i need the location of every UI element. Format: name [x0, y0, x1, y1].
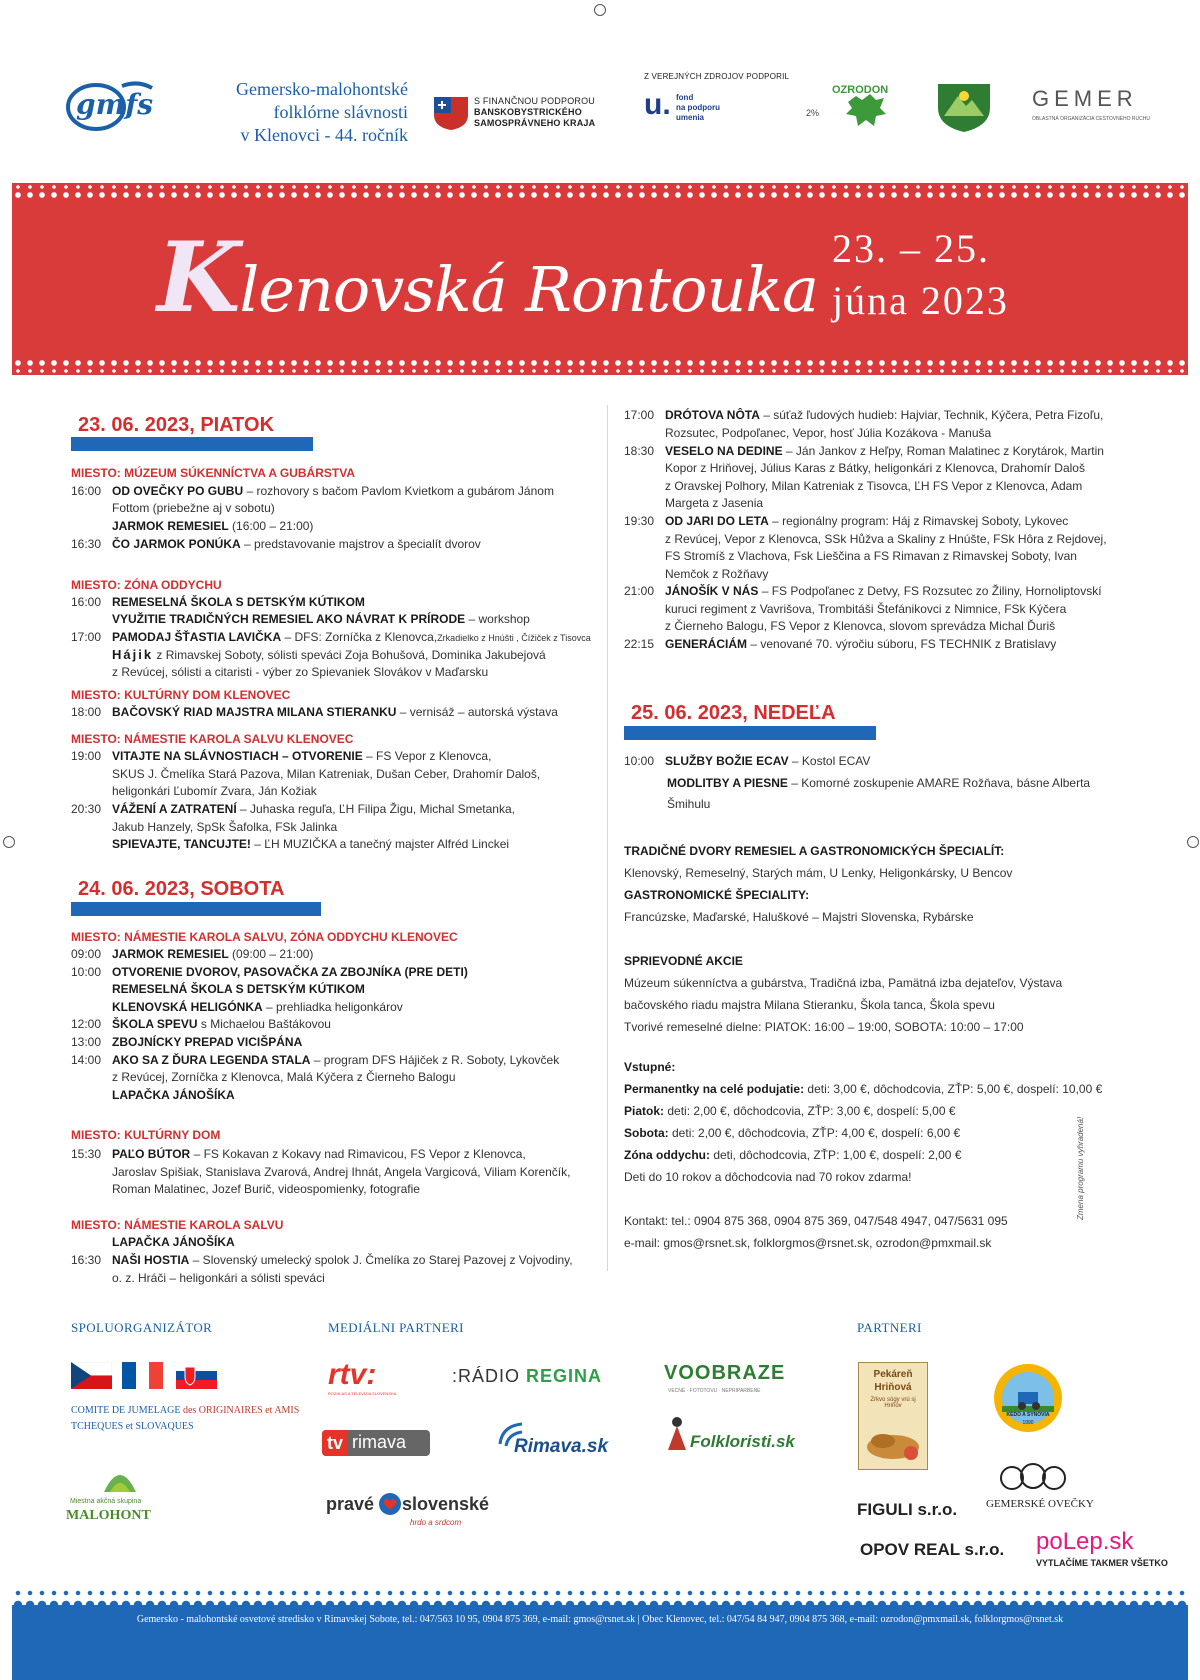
event-name: PAMODAJ ŠŤASTIA LAVIČKA [112, 630, 282, 644]
comite-line-1 [71, 1403, 299, 1419]
day1-row-3b [112, 611, 530, 628]
price-relax-zone [624, 1144, 1144, 1166]
day1-place-1: MIESTO: MÚZEUM SÚKENNÍCTVA A GUBÁRSTVA [71, 466, 355, 480]
day2-row-7 [112, 1234, 235, 1251]
desc [112, 748, 491, 765]
ozrodon-logo [830, 84, 896, 136]
event-name: VESELO NA DEDINE [665, 444, 783, 458]
day2-row-8-cont [112, 1270, 325, 1287]
registration-mark-left [3, 836, 15, 848]
prave-text: pravé [326, 1494, 375, 1514]
event-text: – ĽH MUZIČKA a tanečný majster Alfréd Linckei [250, 837, 510, 851]
rtv-sub: ROZHLAS A TELEVÍZIA SLOVENSKA [328, 1391, 397, 1396]
fpu-line-2: na podporu [676, 103, 720, 112]
day2-row-11-cont-3 [665, 566, 768, 583]
kedo-synovia-logo [994, 1364, 1062, 1432]
time: 16:00 [71, 484, 102, 498]
desc [112, 629, 591, 647]
comite-line-2: TCHEQUES et SLOVAQUES [71, 1421, 194, 1432]
czech-flag-icon [71, 1362, 112, 1389]
day1-row-6-cont-1 [112, 766, 540, 783]
desc [665, 513, 1068, 530]
crafts-courtyards-list: Klenovský, Remeselný, Starých mám, U Lenky, Heligonkársky, U Bencov [624, 866, 1013, 880]
day2-row-5b [112, 1087, 235, 1104]
side-events-line-2: bačovského riadu majstra Milana Stieranku, Škola tanca, Škola spevu [624, 998, 995, 1012]
time: 16:00 [71, 595, 102, 609]
event-name: REMESELNÁ ŠKOLA S DETSKÝM KÚTIKOM [112, 595, 365, 609]
day2-title: 24. 06. 2023, SOBOTA [78, 878, 285, 900]
event-text: Jaroslav Spišiak, Stanislava Zvarová, Andrej Ihnát, Angela Vargicová, Viliam Korenčík, [112, 1165, 571, 1179]
malohont-small: Miestna akčná skupina [70, 1498, 142, 1505]
fpu-line-1: fond [676, 93, 694, 102]
event-text: (09:00 – 21:00) [228, 947, 314, 961]
desc [665, 407, 1103, 424]
day2-row-12-cont-1 [665, 601, 1066, 618]
prave-sub: hrdo a srdcom [410, 1518, 462, 1527]
event-title [157, 221, 818, 334]
event-text: z Rimavskej Soboty, sólisti speváci Zoja Bohušová, Dominika Jakubejová [153, 648, 546, 662]
gemer-logo [1032, 86, 1150, 126]
event-text: Roman Malatinec, Jozef Burič, videospomienky, fotografie [112, 1182, 420, 1196]
event-text: Fottom (priebežne aj v sobotu) [112, 501, 275, 515]
price-label: Piatok: [624, 1104, 665, 1118]
side-events-line-1: Múzeum súkenníctva a gubárstva, Tradičná izba, Pamätná izba dejateľov, Výstava [624, 976, 1063, 990]
event-text: z Revúcej, Zorníčka z Klenovca, Malá Kýčera z Čierneho Balogu [112, 1070, 456, 1084]
price-values: deti: 2,00 €, dôchodcovia, ZŤP: 4,00 €, dospelí: 6,00 € [668, 1126, 961, 1140]
day2-place-2: MIESTO: KULTÚRNY DOM [71, 1128, 221, 1142]
event-name: VYUŽITIE TRADIČNÝCH REMESIEL AKO NÁVRAT K PRÍRODE [112, 612, 466, 626]
gastro-list: Francúzske, Maďarské, Haluškové – Majstri Slovenska, Rybárske [624, 910, 974, 924]
ovecky-text: GEMERSKÉ OVEČKY [986, 1498, 1094, 1510]
event-text: Margeta z Jasenia [665, 496, 764, 510]
desc [665, 443, 1104, 460]
day3-row-2 [667, 775, 1090, 792]
price-label: Zóna oddychu: [624, 1148, 710, 1162]
title-banner [12, 183, 1188, 375]
event-text: – Juhaska reguľa, ĽH Filipa Žigu, Michal Smetanka, [236, 802, 515, 816]
opov-real-logo: OPOV REAL s.r.o. [860, 1540, 1005, 1559]
event-text: – FS Podpoľanec z Detvy, FS Rozsutec zo Žiliny, Hornoliptovskí [758, 584, 1102, 598]
event-name: JÁNOŠÍK V NÁS [665, 584, 759, 598]
time: 22:15 [624, 637, 655, 651]
price-label: Sobota: [624, 1126, 669, 1140]
tv-rimava-logo [322, 1430, 430, 1456]
event-text: o. z. Hráči – heligonkári a sólisti speváci [112, 1271, 325, 1285]
rtv-logo [328, 1358, 408, 1398]
event-text: SKUS J. Čmelíka Stará Pazova, Milan Katreniak, Dušan Ceber, Drahomír Daloš, [112, 767, 541, 781]
time: 18:30 [624, 444, 655, 458]
bbsk-coat-of-arms-icon [432, 95, 470, 131]
day1-place-2: MIESTO: ZÓNA ODDYCHU [71, 578, 222, 592]
comite-text [71, 1403, 299, 1435]
prave-slovenske-logo [326, 1486, 490, 1530]
fpu-logo [644, 88, 764, 128]
day2-row-2b [112, 981, 365, 998]
bbsk-support [474, 96, 595, 129]
fpu-letter: u. [644, 88, 671, 121]
festival-name-line-3: v Klenovci - 44. ročník [240, 125, 408, 145]
festival-name-line-1: Gemersko-malohontské [236, 79, 408, 99]
slovenske-text: slovenské [402, 1494, 490, 1514]
radio-text: :RÁDIO [452, 1366, 527, 1386]
desc [112, 536, 481, 553]
co-organizer-label: SPOLUORGANIZÁTOR [71, 1320, 213, 1335]
rimava-text: rimava [352, 1432, 407, 1452]
event-text: Kopor z Hriňovej, Július Karas z Bátky, heligonkári z Klenovca, Drahomír Daloš [665, 461, 1085, 475]
event-text: – predstavovanie majstrov a špecialít dvorov [240, 537, 481, 551]
malohont-logo [66, 1462, 176, 1526]
event-text: – FS Vepor z Klenovca, [362, 749, 492, 763]
day3-row-2-cont [667, 796, 710, 813]
event-text: kuruci regiment z Vavrišova, Trombitáši Štefánikovci z Nimnice, FSk Kýčera [665, 602, 1067, 616]
banner-lace-top [12, 183, 1188, 201]
gemer-sub: OBLASTNÁ ORGANIZÁCIA CESTOVNÉHO RUCHU [1032, 116, 1150, 122]
day2-row-10-cont-2 [665, 478, 1082, 495]
event-name: OD JARI DO LETA [665, 514, 769, 528]
event-title-initial: K [157, 221, 240, 334]
kedo-text: KEDO A SYNOVIA [1006, 1412, 1050, 1418]
day2-row-11-cont-2 [665, 548, 1077, 565]
day2-row-5-cont [112, 1069, 456, 1086]
desc [112, 704, 558, 721]
rimava-sk-logo [496, 1420, 616, 1464]
time: 21:00 [624, 584, 655, 598]
event-title-rest: lenovská Rontouka [239, 253, 818, 326]
banner-lace-bottom [12, 357, 1188, 375]
event-text: – prehliadka heligonkárov [262, 1000, 403, 1014]
desc [112, 801, 515, 818]
gemerske-ovecky-logo [986, 1462, 1094, 1518]
event-text: – Slovenský umelecký spolok J. Čmelíka zo Starej Pazovej z Vojvodiny, [189, 1253, 573, 1267]
event-text: z Čierneho Balogu, FS Vepor z Klenovca, slovom sprevádza Michal Ďuriš [665, 619, 1056, 633]
time: 16:30 [71, 537, 102, 551]
event-name: GENERÁCIÁM [665, 637, 748, 651]
event-date-month: júna 2023 [832, 278, 1009, 323]
event-name: REMESELNÁ ŠKOLA S DETSKÝM KÚTIKOM [112, 982, 365, 996]
price-saturday [624, 1122, 1144, 1144]
day1-row-4-cont-1 [112, 646, 546, 664]
event-name: NAŠI HOSTIA [112, 1253, 190, 1267]
registration-mark-right [1187, 836, 1199, 848]
column-divider [607, 405, 608, 1271]
price-values: deti: 2,00 €, dôchodcovia, ZŤP: 3,00 €, dospelí: 5,00 € [664, 1104, 956, 1118]
pekaren-line-1: Pekáreň [873, 1369, 913, 1380]
price-values: deti, dôchodcovia, ZŤP: 1,00 €, dospelí: 2,00 € [710, 1148, 962, 1162]
partners-label: PARTNERI [857, 1320, 922, 1335]
day2-place-1: MIESTO: NÁMESTIE KAROLA SALVU, ZÓNA ODDYCHU KLENOVEC [71, 930, 458, 944]
event-name: PAĽO BÚTOR [112, 1147, 191, 1161]
rimava-sk-text: Rimava.sk [514, 1436, 609, 1457]
event-text: Nemčok z Rožňavy [665, 567, 769, 581]
time: 12:00 [71, 1017, 102, 1031]
klenovec-coat-of-arms-icon [934, 82, 994, 134]
event-name: SPIEVAJTE, TANCUJTE! [112, 837, 251, 851]
event-dates [832, 223, 1009, 327]
polep-logo [1034, 1528, 1168, 1572]
event-text: – program DFS Hájiček z R. Soboty, Lykovček [310, 1053, 560, 1067]
time: 14:00 [71, 1053, 102, 1067]
event-text: Šmihulu [667, 797, 711, 811]
event-name: BAČOVSKÝ RIAD MAJSTRA MILANA STIERANKU [112, 705, 397, 719]
admission-heading: Vstupné: [624, 1060, 676, 1074]
contact-phones: Kontakt: tel.: 0904 875 368, 0904 875 369, 047/548 4947, 047/5631 095 [624, 1214, 1008, 1228]
desc [112, 1016, 331, 1033]
pekaren-hrinova-logo [858, 1362, 928, 1470]
comite-part-a: COMITE DE JUMELAGE [71, 1405, 181, 1416]
polep-sub: VYTLAČÍME TAKMER VŠETKO [1036, 1558, 1168, 1568]
desc [112, 1252, 573, 1269]
radio-regina-logo [452, 1366, 602, 1387]
price-label: Permanentky na celé podujatie: [624, 1082, 805, 1096]
day2-row-11-cont-1 [665, 531, 1107, 548]
time: 13:00 [71, 1035, 102, 1049]
event-text: – Ján Jankov z Heľpy, Roman Malatinec z Korytárok, Martin [782, 444, 1104, 458]
event-name: DRÓTOVA NÔTA [665, 408, 760, 422]
polep-text: poLep.sk [1036, 1528, 1134, 1555]
event-name: VÁŽENÍ A ZATRATENÍ [112, 802, 237, 816]
media-partners-label: MEDIÁLNI PARTNERI [328, 1320, 464, 1335]
time: 19:30 [624, 514, 655, 528]
day1-row-6-cont-2 [112, 783, 317, 800]
regina-text: REGINA [526, 1366, 603, 1386]
bbsk-line-3: SAMOSPRÁVNEHO KRAJA [474, 118, 596, 128]
day2-row-6-cont-2 [112, 1181, 420, 1198]
day1-title-bar [71, 437, 313, 451]
event-name: ČO JARMOK PONÚKA [112, 537, 241, 551]
figuli-logo: FIGULI s.r.o. [857, 1500, 958, 1519]
day3-title-bar [624, 726, 876, 740]
event-text: – DFS: Zorníčka z Klenovca, [281, 630, 438, 644]
day1-place-4: MIESTO: NÁMESTIE KAROLA SALVU KLENOVEC [71, 732, 354, 746]
event-text: z Revúcej, Vepor z Klenovca, SSk Hůžva a Skaliny z Hnúšte, FSk Hôra z Rejdovej, [665, 532, 1107, 546]
event-text: Rozsutec, Podpoľanec, Vepor, hosť Júlia Kozákova - Manuša [665, 426, 992, 440]
price-pass [624, 1078, 1144, 1100]
day1-row-7b [112, 836, 509, 853]
bbsk-line-2: BANSKOBYSTRICKÉHO [474, 107, 582, 117]
event-name: SLUŽBY BOŽIE ECAV [665, 754, 789, 768]
event-text: heligonkári Ľubomír Zvara, Ján Kožiak [112, 784, 317, 798]
french-flag-icon [122, 1362, 163, 1389]
vobraze-text: VOOBRAZE [664, 1362, 786, 1384]
event-name: VITAJTE NA SLÁVNOSTIACH – OTVORENIE [112, 749, 363, 763]
time: 16:30 [71, 1253, 102, 1267]
fpu-text [676, 93, 720, 123]
event-text: – Kostol ECAV [788, 754, 871, 768]
vobraze-logo [664, 1362, 804, 1396]
program-change-note: Zmena programu vyhradená! [1076, 1116, 1085, 1220]
event-text: – FS Kokavan z Kokavy nad Rimavicou, FS Vepor z Klenovca, [190, 1147, 526, 1161]
day2-place-3: MIESTO: NÁMESTIE KAROLA SALVU [71, 1218, 284, 1232]
day1-title: 23. 06. 2023, PIATOK [78, 414, 275, 436]
event-text: – Komorné zoskupenie AMARE Rožňava, básne Alberta [787, 776, 1091, 790]
gmfs-logo [64, 74, 156, 134]
time: 09:00 [71, 947, 102, 961]
event-text: z Oravskej Polhory, Milan Katreniak z Tisovca, ĽH FS Vepor z Klenovca, Adam [665, 479, 1083, 493]
time: 15:30 [71, 1147, 102, 1161]
time: 20:30 [71, 802, 102, 816]
contact-emails: e-mail: gmos@rsnet.sk, folklorgmos@rsnet.sk, ozrodon@pmxmail.sk [624, 1236, 992, 1250]
event-name: ZBOJNÍCKY PREPAD VICIŠPÁNA [112, 1035, 303, 1049]
day2-row-10-cont-3 [665, 495, 763, 512]
event-name: OTVORENIE DVOROV, PASOVAČKA ZA ZBOJNÍKA (PRE DETI) [112, 965, 468, 979]
ozrodon-text: OZRODON [832, 84, 889, 96]
side-events-line-3: Tvorivé remeselné dielne: PIATOK: 16:00 – 19:00, SOBOTA: 10:00 – 17:00 [624, 1020, 1024, 1034]
public-sources-label: Z VEREJNÝCH ZDROJOV PODPORIL [644, 72, 790, 81]
side-events-heading: SPRIEVODNÉ AKCIE [624, 954, 743, 968]
event-text: Jakub Hanzely, SpSk Šafolka, FSk Jalinka [112, 820, 338, 834]
day1-row-1b [112, 518, 313, 535]
footer [12, 1583, 1188, 1680]
gastro-heading: GASTRONOMICKÉ ŠPECIALITY: [624, 888, 810, 902]
time: 19:00 [71, 749, 102, 763]
festival-name-line-2: folklórne slávnosti [273, 102, 408, 122]
desc [112, 946, 313, 963]
event-name: LAPAČKA JÁNOŠÍKA [112, 1235, 235, 1249]
event-name: MODLITBY A PIESNE [667, 776, 788, 790]
event-text: FS Stromíš z Vlachova, Fsk Liešč̌ina a FS Rimavan z Rimavskej Soboty, Ivan [665, 549, 1077, 563]
free-entry-note: Deti do 10 rokov a dôchodcovia nad 70 rokov zdarma! [624, 1170, 912, 1184]
event-text: – vernisáž – autorská výstava [396, 705, 558, 719]
event-name: JARMOK REMESIEL [112, 519, 229, 533]
event-name: AKO SA Z ĎURA LEGENDA STALA [112, 1053, 311, 1067]
time: 10:00 [624, 754, 655, 768]
event-name: LAPAČKA JÁNOŠÍKA [112, 1088, 235, 1102]
gemer-name: GEMER [1032, 86, 1138, 111]
registration-mark-top [594, 4, 606, 16]
slovak-flag-icon [176, 1362, 217, 1389]
day1-row-4-cont-2 [112, 664, 488, 681]
rtv-text: rtv: [328, 1358, 377, 1391]
vobraze-sub: VECNÉ · FOTOTOVU · NEPRIPARBENE [668, 1388, 761, 1394]
time: 17:00 [71, 630, 102, 644]
malohont-name: MALOHONT [66, 1508, 151, 1523]
desc [112, 1052, 559, 1069]
event-name: JARMOK REMESIEL [112, 947, 229, 961]
event-name: ŠKOLA SPEVU [112, 1017, 198, 1031]
event-text: (16:00 – 21:00) [228, 519, 314, 533]
price-friday [624, 1100, 1144, 1122]
day1-row-1-cont [112, 500, 275, 517]
day2-row-12-cont-2 [665, 618, 1055, 635]
day1-place-3: MIESTO: KULTÚRNY DOM KLENOVEC [71, 688, 291, 702]
day2-row-6-cont-1 [112, 1164, 570, 1181]
desc [665, 636, 1056, 653]
pekaren-line-2: Hriňová [874, 1382, 912, 1393]
festival-name [160, 78, 408, 147]
event-text: – rozhovory s bačom Pavlom Kvietkom a gubárom Jánom [243, 484, 554, 498]
footer-lace [12, 1583, 1188, 1605]
day3-title: 25. 06. 2023, NEDEĽA [631, 702, 836, 724]
desc [112, 1146, 526, 1163]
ensemble-name: Hájik [112, 647, 154, 662]
event-name: OD OVEČKY PO GUBU [112, 484, 244, 498]
day2-row-2c [112, 999, 403, 1016]
event-text: – venované 70. výročiu súboru, FS TECHNIK z Bratislavy [747, 637, 1057, 651]
desc [112, 483, 554, 500]
event-text: – workshop [465, 612, 530, 626]
tv-text: tv [322, 1430, 348, 1456]
time: 18:00 [71, 705, 102, 719]
fpu-line-3: umenia [676, 113, 705, 122]
day2-row-9-cont [665, 425, 991, 442]
event-text: s Michaelou Baštákovou [197, 1017, 331, 1031]
event-name: KLENOVSKÁ HELIGÓNKA [112, 1000, 263, 1014]
footer-contact: Gemersko - malohontské osvetové stredisko v Rimavskej Sobote, tel.: 047/563 10 95, 0904 875 369, e-mail: gmos@rsnet.sk | Obec Klenovec, tel.: 047/54 84 947, 0904 875 368, e-mail: ozrodon@pmxmail.sk, folklorgmos@rsnet.sk [136, 1614, 1064, 1625]
event-text: – súťaž ľudových hudieb: Hajviar, Technik, Kýčera, Petra Fizoľu, [759, 408, 1104, 422]
desc [665, 753, 870, 770]
gmfs-logo-text: gmfs [76, 88, 154, 121]
desc [665, 583, 1102, 600]
day1-row-7-cont [112, 819, 337, 836]
pekaren-line-3: Zrkvo sógy vrú sj Hriňov [870, 1397, 916, 1409]
folkloristi-logo [664, 1416, 794, 1460]
folkloristi-text: Folkloristi.sk [690, 1432, 795, 1451]
time: 17:00 [624, 408, 655, 422]
event-date-range: 23. – 25. [832, 226, 990, 271]
crafts-courtyards-heading: TRADIČNÉ DVORY REMESIEL A GASTRONOMICKÝCH ŠPECIALÍT: [624, 844, 1005, 858]
event-text: – regionálny program: Háj z Rimavskej Soboty, Lykovec [768, 514, 1069, 528]
price-values: deti: 3,00 €, dôchodcovia, ZŤP: 5,00 €, dospelí: 10,00 € [804, 1082, 1103, 1096]
info-block [624, 840, 1144, 1254]
time: 10:00 [71, 965, 102, 979]
comite-part-b: des ORIGINAIRES et AMIS [180, 1405, 300, 1416]
two-percent-label: 2% [806, 108, 820, 118]
event-text: z Revúcej, sólisti a citaristi - výber zo Spievaniek Slovákov v Maďarsku [112, 665, 489, 679]
event-text-small: Zrkadielko z Hnúšti , Čížiček z Tisovca [437, 633, 591, 643]
kedo-year: 1990 [1022, 1420, 1034, 1426]
day2-title-bar [71, 902, 321, 916]
day2-row-10-cont-1 [665, 460, 1085, 477]
bbsk-line-1: S FINANČNOU PODPOROU [474, 96, 596, 106]
